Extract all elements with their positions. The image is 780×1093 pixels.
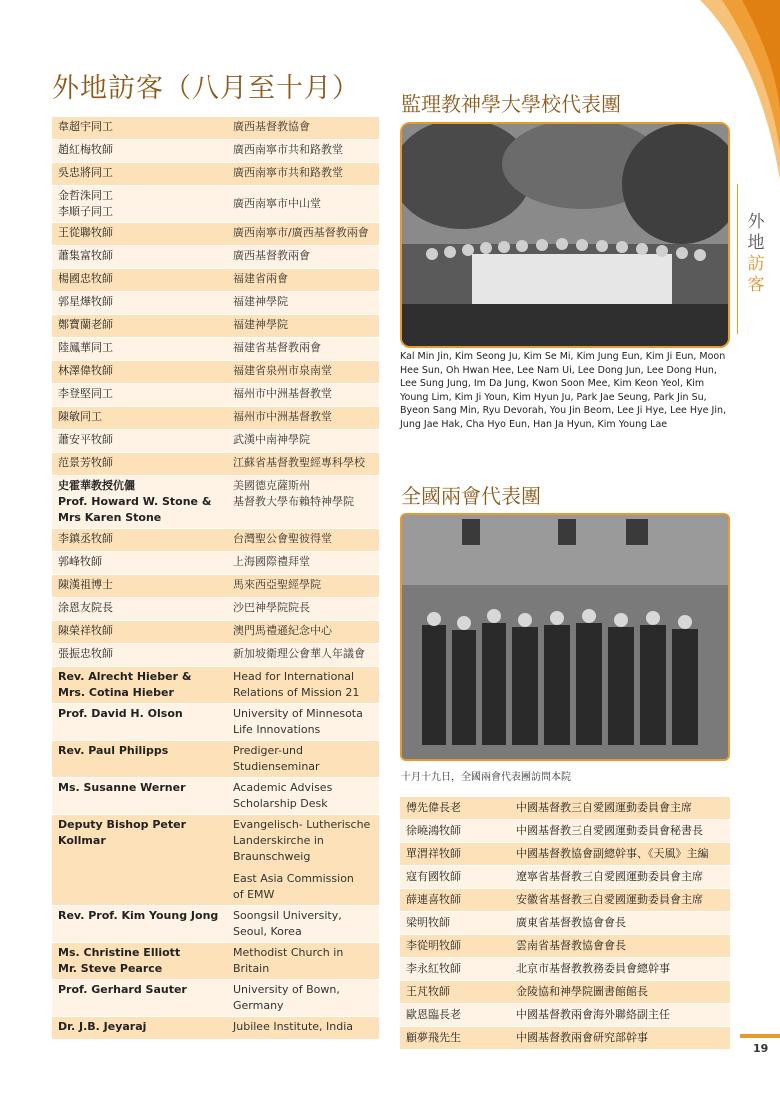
visitor-organization [227,384,379,407]
side-label-char: 客 [747,275,765,295]
visitor-row [52,269,379,292]
visitor-organization [227,943,379,980]
visitor-row [52,980,379,1017]
visitor-name [52,117,227,140]
visitor-name [52,529,227,552]
visitor-organization-line: 沙巴神學院院長 [233,601,310,614]
visitor-organization [227,815,379,906]
visitor-name-line: Rev. Paul Philipps [58,744,169,757]
delegation-row [400,797,730,820]
visitor-name-line: 韋超宇同工 [58,120,113,133]
visitor-name-line: 楊國忠牧師 [58,272,113,285]
visitor-organization [227,906,379,943]
photo2-heading: 全國兩會代表團 [401,484,541,508]
visitor-name [52,778,227,815]
delegation-row [400,1027,730,1050]
delegate-role: 金陵協和神學院圖書館館長 [510,981,730,1004]
visitor-name-line: Ms. Christine Elliott [58,946,181,959]
visitor-organization-line: 廣西南寧市中山堂 [233,197,321,210]
visitor-organization [227,552,379,575]
visitor-name-line: Prof. Howard W. Stone & [58,495,212,508]
visitor-organization [227,453,379,476]
visitor-row [52,1017,379,1040]
visitor-name-line: 吳忠將同工 [58,166,113,179]
visitor-name-line: 趙紅梅牧師 [58,143,113,156]
visitor-name-line: 蕭集富牧師 [58,249,113,262]
visitor-name [52,292,227,315]
visitor-name-line: 李登堅同工 [58,387,113,400]
visitor-name [52,453,227,476]
visitor-row [52,186,379,223]
visitor-table [52,117,379,1040]
page-number-bar [740,1034,780,1038]
visitor-organization-line: Prediger-und Studienseminar [233,744,320,773]
visitor-row [52,552,379,575]
visitor-organization-line: 福建神學院 [233,295,288,308]
visitor-name [52,163,227,186]
visitor-organization [227,117,379,140]
delegation-row [400,958,730,981]
visitor-organization [227,430,379,453]
visitor-organization-line: 廣西基督教兩會 [233,249,310,262]
visitor-name-line: 李順子同工 [58,205,113,218]
visitor-row [52,361,379,384]
visitor-name-line: 陳榮祥牧師 [58,624,113,637]
visitor-name [52,361,227,384]
visitor-organization [227,223,379,246]
methodist-delegation-photo [400,122,730,348]
visitor-row [52,741,379,778]
visitor-name-line: 陳敏同工 [58,410,102,423]
visitor-row [52,906,379,943]
visitor-name [52,1017,227,1040]
delegate-name: 徐曉鴻牧師 [400,820,510,843]
visitor-organization [227,338,379,361]
delegation-row [400,1004,730,1027]
visitor-name [52,980,227,1017]
visitor-name [52,338,227,361]
visitor-organization-line: 福建神學院 [233,318,288,331]
visitor-organization [227,644,379,667]
visitor-name [52,644,227,667]
visitor-organization-line: 福建省兩會 [233,272,288,285]
visitor-organization-line: 台灣聖公會聖彼得堂 [233,532,332,545]
visitor-name-line: Rev. Prof. Kim Young Jong [58,909,219,922]
visitor-name-line: 涂恩友院長 [58,601,113,614]
visitor-organization-line: University of Bown, Germany [233,983,340,1012]
delegate-role: 中國基督教兩會海外聯絡副主任 [510,1004,730,1027]
visitor-organization-line: Evangelisch- Lutherische Landerskirche in Braunschweig [233,818,371,863]
visitor-name-line: Prof. Gerhard Sauter [58,983,187,996]
delegate-name: 歐恩臨長老 [400,1004,510,1027]
visitor-name [52,906,227,943]
visitor-name-line: 張振忠牧師 [58,647,113,660]
delegate-name: 李從明牧師 [400,935,510,958]
visitor-row [52,430,379,453]
delegate-role: 北京市基督教教務委員會總幹事 [510,958,730,981]
visitor-name [52,384,227,407]
delegate-role: 中國基督教三自愛國運動委員會主席 [510,797,730,820]
visitor-row [52,140,379,163]
visitor-row [52,315,379,338]
visitor-name [52,621,227,644]
delegation-row [400,981,730,1004]
visitor-organization-line: 廣西南寧市共和路教堂 [233,166,343,179]
visitor-name [52,476,227,529]
visitor-organization [227,598,379,621]
page-number: 19 [753,1042,769,1055]
visitor-name-line: 郭星燁牧師 [58,295,113,308]
visitor-row [52,117,379,140]
delegation-row [400,889,730,912]
visitor-organization [227,741,379,778]
visitor-organization [227,163,379,186]
visitor-organization [227,140,379,163]
visitor-name [52,598,227,621]
delegate-name: 梁明牧師 [400,912,510,935]
visitor-row [52,644,379,667]
visitor-organization [227,575,379,598]
visitor-row [52,223,379,246]
visitor-row [52,598,379,621]
visitor-name [52,704,227,741]
visitor-name [52,269,227,292]
visitor-name-line: 鄭寶蘭老師 [58,318,113,331]
visitor-organization-line: Jubilee Institute, India [233,1020,354,1033]
visitor-name-line: 王從聯牧師 [58,226,113,239]
visitor-organization-line: Methodist Church in Britain [233,946,344,975]
photo1-heading: 監理教神學大學校代表團 [401,92,621,116]
visitor-name [52,186,227,223]
visitor-organization [227,529,379,552]
visitor-organization [227,778,379,815]
visitor-name-line: 李鎮丞牧師 [58,532,113,545]
visitor-name-line: Mrs. Cotina Hieber [58,686,174,699]
visitor-name-line: 范景芳牧師 [58,456,113,469]
visitor-organization-line: Soongsil University, Seoul, Korea [233,909,342,938]
visitor-name-line: 金哲洙同工 [58,189,113,202]
visitor-name-line: Deputy Bishop Peter Kollmar [58,818,187,847]
delegate-name: 李永紅牧師 [400,958,510,981]
page-title: 外地訪客（八月至十月） [52,73,360,104]
photo2-caption: 十月十九日，全國兩會代表團訪問本院 [401,772,571,783]
visitor-organization [227,292,379,315]
visitor-row [52,476,379,529]
visitor-row [52,246,379,269]
visitor-row [52,704,379,741]
visitor-organization [227,361,379,384]
side-divider [737,184,738,334]
visitor-name-line: 陳漢祖博士 [58,578,113,591]
delegate-name: 寇有國牧師 [400,866,510,889]
visitor-organization-line: University of Minnesota Life Innovations [233,707,363,736]
visitor-row [52,575,379,598]
visitor-organization-line: 福建省基督教兩會 [233,341,321,354]
delegation-table [400,797,730,1050]
visitor-organization-line: 廣西南寧市共和路教堂 [233,143,343,156]
delegation-row [400,912,730,935]
visitor-organization-line: 美國德克薩斯州 基督教大學布賴特神學院 [233,479,354,508]
visitor-organization [227,407,379,430]
delegate-role: 安徽省基督教三自愛國運動委員會主席 [510,889,730,912]
visitor-organization [227,269,379,292]
visitor-name [52,552,227,575]
delegate-role: 廣東省基督教協會會長 [510,912,730,935]
visitor-name [52,815,227,906]
visitor-name-line: Rev. Alrecht Hieber & [58,670,192,683]
visitor-row [52,292,379,315]
visitor-name [52,315,227,338]
visitor-name-line: Dr. J.B. Jeyaraj [58,1020,147,1033]
visitor-organization [227,246,379,269]
visitor-name [52,407,227,430]
photo1-caption: Kal Min Jin, Kim Seong Ju, Kim Se Mi, Kim Jung Eun, Kim Ji Eun, Moon Hee Sun, Oh Hwan Hee, Lee Nam Ui, Lee Dong Jun, Lee Dong Hun, Lee Sung Jung, Im Da Jung, Kwon Soon Mee, Kim Keon Yeol, Kim Young Lim, Kim Ji Youn, Kim Hyun Ju, Park Jae Seung, Park Jin Su, Byeon Sang Min, Ryu Devorah, You Jin Beom, Lee Ji Hye, Lee Hye Jin, Jung Jae Hak, Cha Hyo Eun, Han Ja Hyun, Kim Young Lae [400,351,727,430]
visitor-row [52,943,379,980]
delegate-role: 遼寧省基督教三自愛國運動委員會主席 [510,866,730,889]
delegation-row [400,820,730,843]
visitor-organization [227,186,379,223]
delegate-role: 中國基督教兩會研究部幹事 [510,1027,730,1050]
visitor-name-line: 陸鳳華同工 [58,341,113,354]
visitor-name [52,575,227,598]
delegate-role: 雲南省基督教協會會長 [510,935,730,958]
visitor-row [52,529,379,552]
visitor-name [52,667,227,704]
visitor-name [52,430,227,453]
visitor-organization-line: 武漢中南神學院 [233,433,310,446]
visitor-name-line: 蕭安平牧師 [58,433,113,446]
visitor-organization [227,980,379,1017]
visitor-name-line: Ms. Susanne Werner [58,781,186,794]
visitor-organization-line: 廣西南寧市/廣西基督教兩會 [233,226,369,239]
delegation-row [400,935,730,958]
side-section-label [745,212,767,296]
visitor-row [52,778,379,815]
visitor-organization-line: 福建省泉州市泉南堂 [233,364,332,377]
visitor-organization-line: Head for International Relations of Mission 21 [233,670,360,699]
visitor-name-line: Mr. Steve Pearce [58,962,163,975]
visitor-organization [227,704,379,741]
visitor-organization-line: 江蘇省基督教聖經專科學校 [233,456,365,469]
visitor-organization-line: 福州市中洲基督教堂 [233,410,332,423]
visitor-row [52,407,379,430]
delegate-name: 傅先偉長老 [400,797,510,820]
visitor-name-line: Mrs Karen Stone [58,511,162,524]
visitor-row [52,384,379,407]
visitor-organization-line: 福州市中洲基督教堂 [233,387,332,400]
visitor-organization-line: Academic Advises Scholarship Desk [233,781,333,810]
visitor-name-line: Prof. David H. Olson [58,707,183,720]
visitor-organization-line: 上海國際禮拜堂 [233,555,310,568]
delegate-name: 薛連喜牧師 [400,889,510,912]
visitor-organization-line: East Asia Commission of EMW [233,872,354,901]
visitor-name-line: 史霍華教授伉儷 [58,479,135,492]
visitor-organization-line: 廣西基督教協會 [233,120,310,133]
side-label-char: 訪 [747,254,765,274]
visitor-organization-line: 新加坡衛理公會華人年議會 [233,647,365,660]
visitor-name [52,223,227,246]
delegate-name: 顧夢飛先生 [400,1027,510,1050]
visitor-name-line: 郭峰牧師 [58,555,102,568]
visitor-row [52,338,379,361]
visitor-organization [227,1017,379,1040]
visitor-organization [227,315,379,338]
delegate-role: 中國基督教三自愛國運動委員會秘書長 [510,820,730,843]
delegation-row [400,866,730,889]
visitor-organization-line: 澳門馬禮遜紀念中心 [233,624,332,637]
side-label-char: 地 [747,233,765,253]
delegate-role: 中國基督教協會副總幹事、《天風》主編 [510,843,730,866]
visitor-name-line: 林澤偉牧師 [58,364,113,377]
visitor-row [52,621,379,644]
visitor-organization-line: 馬來西亞聖經學院 [233,578,321,591]
visitor-name [52,140,227,163]
visitor-row [52,163,379,186]
delegate-name: 單渭祥牧師 [400,843,510,866]
visitor-row [52,667,379,704]
national-delegation-photo [400,513,730,761]
visitor-organization [227,667,379,704]
visitor-organization [227,476,379,529]
delegate-name: 王芃牧師 [400,981,510,1004]
visitor-row [52,453,379,476]
visitor-name [52,741,227,778]
visitor-organization [227,621,379,644]
visitor-row [52,815,379,906]
visitor-name [52,246,227,269]
delegation-row [400,843,730,866]
side-label-char: 外 [747,212,765,232]
visitor-name [52,943,227,980]
